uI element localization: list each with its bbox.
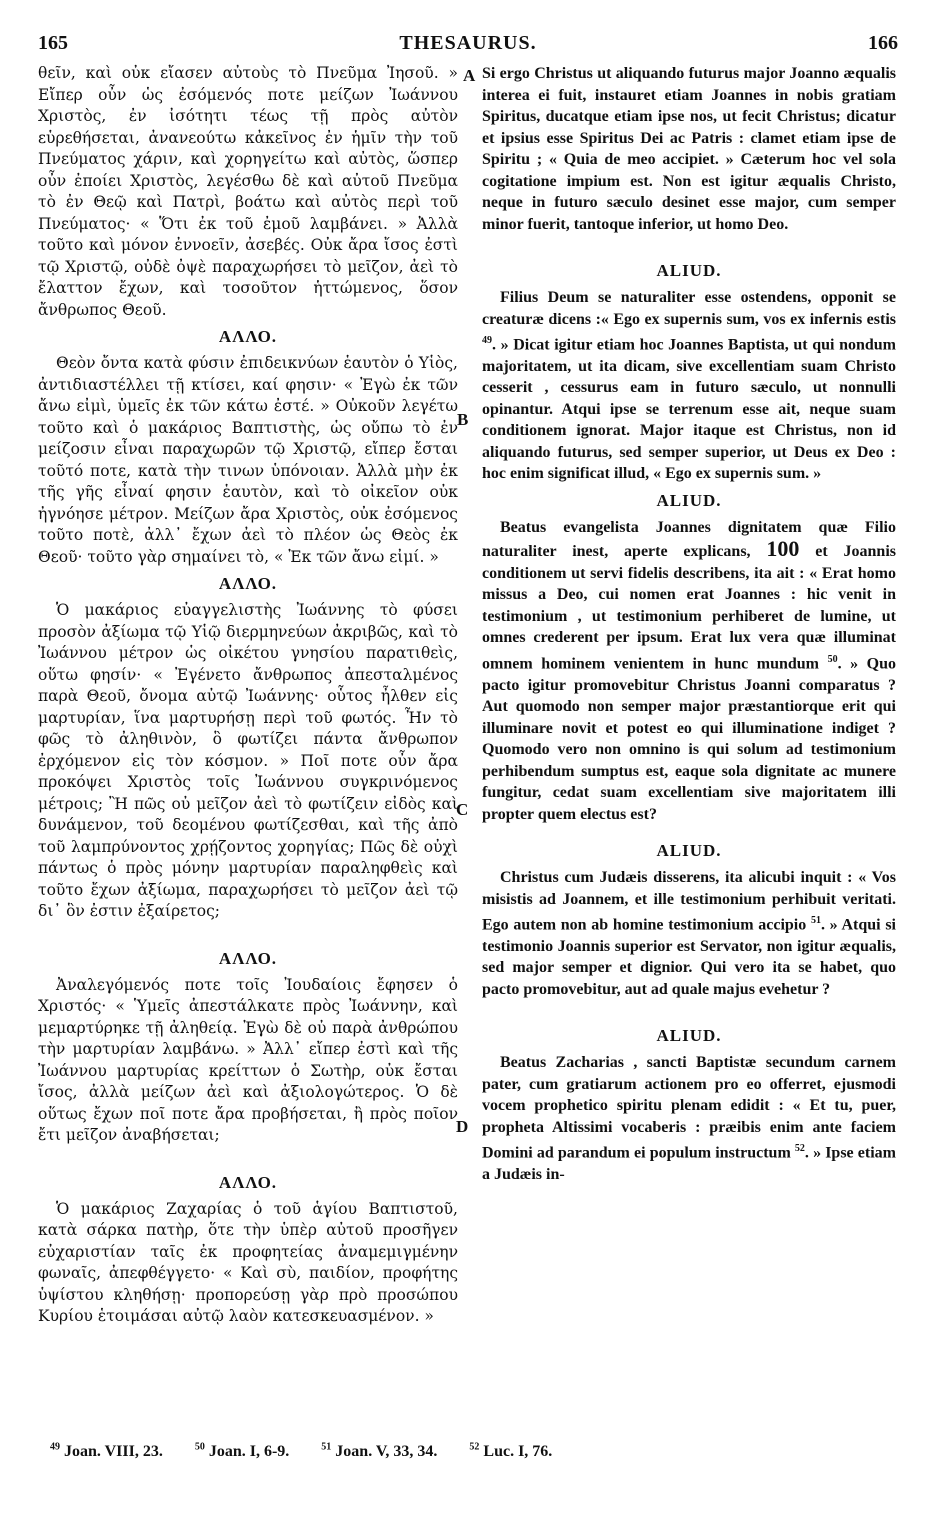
greek-paragraph: Ὁ μακάριος εὐαγγελιστὴς Ἰωάννης τὸ φύσει προσὸν ἀξίωμα τῷ Υἱῷ διερμηνεύων ἀκριβῶς, καὶ τὸ Ἰωάννου μέτρον ὡς οἰκέτου γνησίου παρατιθεὶς, οὕτω φησίν· « Ἐγένετο ἄνθρωπος ἀπεσταλμένος παρὰ Θεοῦ, ὄνομα αὐτῷ Ἰωάννης· οὗτος ἦλθεν εἰς μαρτυρίαν, ἵνα μαρτυρήσῃ περὶ τοῦ φωτός. Ἦν τὸ φῶς τὸ ἀληθινὸν, ὃ φωτίζει πάντα ἄνθρωπον ἐρχόμενον εἰς τὸν κόσμον. » Ποῖ ποτε οὖν ἄρα προκόψει Χριστὸς τοῖς Ἰωάννου συγκρινόμενος μέτροις; Ἢ πῶς οὐ μεῖζον ἀεὶ τὸ φωτίζειν εἰδὸς καὶ δυνάμενον, τοῦ δεομένου φωτίζεσθαι, καὶ τῆς ἀπὸ τοῦ λαμπρύνοντος χρῄζοντος χορηγίας; Πῶς δὲ οὐχὶ πάντως ὁ πρὸς μόνην μαρτυρίαν παραληφθεὶς καὶ τοῦτο ἔχων ἀξίωμα, παραχωρήσει τὸ μεῖζον ἀεὶ τῷ δι᾽ ὃν ἐστιν ἐξαίρετος; xyxy=(38,601,458,920)
section-heading: ALIUD. xyxy=(656,841,722,861)
margin-marker-c: C xyxy=(456,800,469,819)
footnote-ref: 51 xyxy=(810,915,821,927)
section-heading: ALIUD. xyxy=(656,490,722,510)
latin-column xyxy=(482,63,896,1186)
greek-paragraph: Ἀναλεγόμενός ποτε τοῖς Ἰουδαίοις ἔφησεν ὁ Χριστός· « Ὑμεῖς ἀπεστάλκατε πρὸς Ἰωάννην, καὶ μεμαρτύρηκε τῇ ἀληθείᾳ. Ἐγὼ δὲ οὐ παρὰ ἀνθρώπου τὴν μαρτυρίαν λαμβάνω. » Ἀλλ᾽ εἴπερ ἐστὶ καὶ τῆς Ἰωάννου μαρτυρίας κρείττων ὁ Σωτὴρ, οὐκ ἔσται ἴσος, ἀλλὰ μείζων ἀεὶ καὶ ἀξιολογώτερος. Ὁ δὲ οὕτως ἔχων ποῖ ποτε ἄρα προβήσεται, ἢ πρὸς ποῖον ἔτι μεῖζον ἀναβήσεται; xyxy=(38,975,458,1144)
footnote-ref: 50 xyxy=(827,653,838,665)
greek-column xyxy=(38,63,458,1328)
section-heading: ALIUD. xyxy=(656,261,722,280)
latin-paragraph: Christus cum Judæis disserens, ita alicubi inquit : « Vos misistis ad Joannem, et ille testimonium perhibuit veritati. Ego autem non ab homine testimonium accipio $^{51}$. » Atqui si testimonio Joannis superior est Servator, non igitur æqualis, sed major semper et dignior. Qui vero ita se habet, quo pacto promovebitur, aut ad quale majus evehetur ? xyxy=(482,869,897,998)
footnote: $^{50}$ Joan. I, 6-9. xyxy=(194,1442,290,1461)
greek-paragraph: θεῖν, καὶ οὐκ εἴασεν αὐτοὺς τὸ Πνεῦμα Ἰησοῦ. » Εἴπερ οὖν ὡς ἐσόμενός ποτε μείζων Ἰωάννου Χριστὸς, ἐν ἰσότητι τέως τῇ πρὸς αὐτὸν εὑρεθήσεται, ἀνανεούτω κἀκεῖνος ἐν ἡμῖν τὴν τοῦ Πνεύματος χάριν, καὶ χορηγείτω καὶ αὐτὸς, ὥσπερ οὖν ἐποίει Χριστὸς, λεγέσθω δὲ καὶ αὐτοῦ Πνεῦμα τὸ ἐν Θεῷ καὶ Πατρὶ, βοάτω καὶ αὐτὸς περὶ τοῦ Πνεύματος· « Ὅτι ἐκ τοῦ ἐμοῦ λαμβάνει. » Ἀλλὰ τοῦτο καὶ μόνον ἐννοεῖν, ἀσεβές. Οὐκ ἄρα ἴσος ἐστὶ τῷ Χριστῷ, οὐδὲ ὀψὲ παραχωρήσει τὸ μεῖζον, ἀεὶ τὸ ἔλαττον ἔχων, καὶ τοσοῦτον ἡττώμενος, ὅσον ἄνθρωπος Θεοῦ. xyxy=(38,64,458,319)
margin-marker-b: B xyxy=(457,410,469,429)
page-number-right: 166 xyxy=(868,32,898,54)
section-heading: ΑΛΛΟ. xyxy=(218,327,278,346)
latin-paragraph: Filius Deum se naturaliter esse ostendens, opponit se creaturæ dicens :« Ego ex supernis sum, vos ex infernis estis $^{49}$. » Dicat igitur etiam hoc Joannes Baptista, ut qui nondum majoritatem, ut ita dicam, sive excellentiam suam Christo cesserit , cessurus eam in futuro sæculo, ut nonnulli opinantur. Atqui ipse se terrenum esse ait, neque suam conditionem ignorat. Major itaque est Christus, non id aliquando futurus, sed semper superior, ut Deus ex Deo : hoc enim significat illud, « Ego ex supernis sum. » xyxy=(482,289,896,483)
section-heading: ΑΛΛΟ. xyxy=(218,574,278,593)
running-title: THESAURUS. xyxy=(399,32,537,54)
footnote: $^{49}$ Joan. VIII, 23. xyxy=(50,1442,163,1461)
latin-paragraph: Beatus evangelista Joannes dignitatem quæ Filio naturaliter inest, aperte explicans, 100 et Joannis conditionem ut servi fidelis describens, ita ait : « Erat homo missus a Deo, cui nomen erat Joannes : hic venit in testimonium , ut testimonium perhiberet de lumine, ut omnes crederent per ipsum. Erat lux vera quæ illuminat omnem hominem venientem in hunc mundum $^{50}$. » Quo pacto igitur promovebitur Christus Joanni comparatus ? Aut quomodo non semper major præstantiorque erit qui illuminare novit et potest eo qui illuminatione indiget ? Quomodo vero non omnino is qui solum ad testimonium perhibendum sumptus est, eaque sola dignitate ac munere fungitur, cedat suam excellentiam sive majoritatem illi propter quem electus est? xyxy=(482,518,897,823)
greek-paragraph: Θεὸν ὄντα κατὰ φύσιν ἐπιδεικνύων ἑαυτὸν ὁ Υἱὸς, ἀντιδιαστέλλει τῇ κτίσει, καί φησιν· « Ἐγὼ ἐκ τῶν ἄνω εἰμὶ, ὑμεῖς ἐκ τῶν κάτω ἐστέ. » Οὐκοῦν λεγέτω τοῦτο καὶ ὁ μακάριος Βαπτιστὴς, ὡς οὔπω τὸ ἐν μείζοσιν εἶναι παραχωρῶν τῷ Χριστῷ, εἴπερ ἔσται τοῦτό ποτε, κατὰ τὴν τινων ὑπόνοιαν. Ἀλλὰ μὴν ἐκ τῆς γῆς εἶναί φησιν ἑαυτὸν, καὶ τὸ οἰκεῖον οὐκ ἠγνόησε μέτρον. Μείζων ἄρα Χριστὸς, οὐκ ἐσόμενος τοῦτο ποτὲ, ἀλλ᾽ ἔχων ἀεὶ τὸ πλέον ὡς Θεὸς ἐκ Θεοῦ· τοῦτο γὰρ σημαίνει τὸ, « Ἐκ τῶν ἄνω εἰμί. » xyxy=(38,354,458,566)
section-heading: ΑΛΛΟ. xyxy=(218,948,278,968)
footnote-ref: 49 xyxy=(482,335,492,346)
footnote: $^{52}$ Luc. I, 76. xyxy=(469,1442,553,1461)
margin-marker-d: D xyxy=(456,1117,469,1136)
greek-paragraph: Ὁ μακάριος Ζαχαρίας ὁ τοῦ ἁγίου Βαπτιστοῦ, κατὰ σάρκα πατὴρ, ὅτε τὴν ὑπὲρ αὐτοῦ προσῆγεν εὐχαριστίαν ταῖς ἐκ προφητείας ἀναμεμιγμένην φωναῖς, ἀπεφθέγγετο· « Καὶ σὺ, παιδίον, προφήτης ὑψίστου κληθήσῃ· προπορεύσῃ γὰρ πρὸ προσώπου Κυρίου ἑτοιμάσαι αὐτῷ λαὸν κατεσκευασμένον. » xyxy=(38,1199,458,1325)
column-number: 100 xyxy=(766,536,800,562)
section-heading: ALIUD. xyxy=(656,1026,722,1046)
margin-marker-a: A xyxy=(463,66,476,85)
page-number-left: 165 xyxy=(38,32,68,54)
latin-paragraph: Beatus Zacharias , sancti Baptistæ secundum carnem pater, cum gratiarum actionem pro eo offerret, ejusmodi vocem prophetico spiritu plenam edidit : « Et tu, puer, propheta Altissimi vocaberis : præibis enim ante faciem Domini ad parandum ei populum instructum $^{52}$. » Ipse etiam a Judæis in- xyxy=(482,1054,897,1184)
footnotes xyxy=(50,1442,870,1461)
latin-paragraph: Si ergo Christus ut aliquando futurus major Joanno æqualis interea ei fuit, instauret etiam Joannes in nobis gratiam Spiritus, ducatque etiam ipse nos, ut fecit Christus; dicatur et ipsius esse Spiritus Dei ac Patris : clamet etiam ipse de Spiritu ; « Quia de meo accipiet. » Cæterum hoc vel sola cogitatione impium est. Non est igitur æqualis Christo, neque in futuro sæculo desinet esse major, cum semper minor fuerit, tantoque inferior, ut homo Deo. xyxy=(482,65,896,233)
footnote: $^{51}$ Joan. V, 33, 34. xyxy=(321,1442,438,1461)
running-header xyxy=(38,32,898,56)
section-heading: ΑΛΛΟ. xyxy=(218,1172,278,1192)
footnote-ref: 52 xyxy=(794,1143,805,1155)
